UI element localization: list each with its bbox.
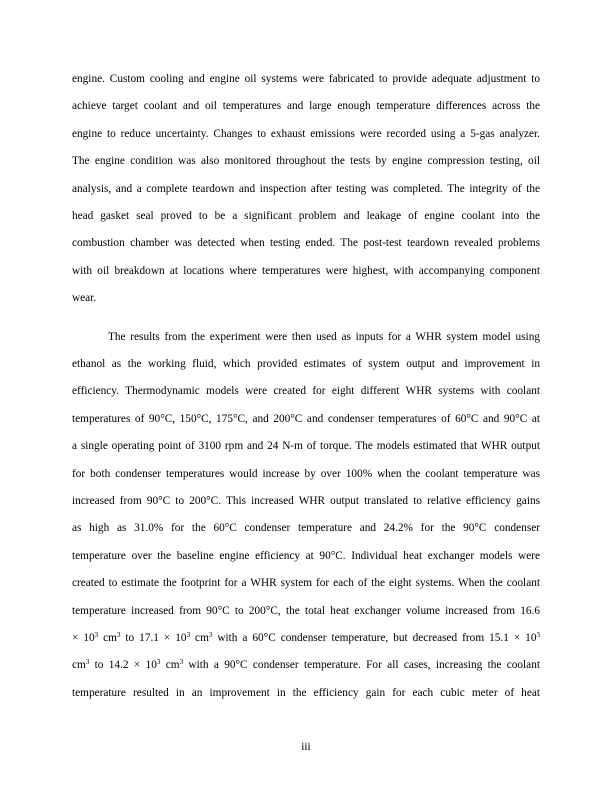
text-line: The engine condition was also monitored throughout the tests by engine compression testing, oil: [72, 155, 540, 168]
text-line: engine. Custom cooling and engine oil systems were fabricated to provide adequate adjustment to: [72, 73, 540, 85]
text-line: temperature resulted in an improvement in the efficiency gain for each cubic meter of heat: [72, 686, 540, 699]
text-line: ethanol as the working fluid, which provided estimates of system output and improvement in: [72, 358, 540, 371]
text-line: wear.: [72, 292, 97, 305]
text-line-with-superscripts: × $10^3$ $cm^3$ to $17.1 \times 10^3$ $cm^3$ with a 60°C condenser temperature, but decreased from $15.1 \times 10^3$: [72, 631, 540, 644]
text-line-with-superscripts: $cm^3$ to $14.2 \times 10^3$ $cm^3$ with a 90°C condenser temperature. For all cases, increasing the coolant: [72, 658, 540, 672]
text-line: with oil breakdown at locations where temperatures were highest, with accompanying component: [72, 264, 540, 277]
text-line: created to estimate the footprint for a WHR system for each of the eight systems. When the coolant: [72, 577, 540, 590]
text-line: a single operating point of 3100 rpm and 24 N-m of torque. The models estimated that WHR output: [72, 440, 540, 453]
text-line: for both condenser temperatures would increase by over 100% when the coolant temperature was: [72, 467, 540, 480]
text-line: temperature over the baseline engine efficiency at 90°C. Individual heat exchanger models were: [72, 549, 540, 562]
text-line: increased from 90°C to 200°C. This increased WHR output translated to relative efficiency gains: [72, 495, 540, 508]
text-line: temperature increased from 90°C to 200°C, the total heat exchanger volume increased from 16.6: [72, 604, 540, 617]
text-line: engine to reduce uncertainty. Changes to exhaust emissions were recorded using a 5-gas analyzer.: [72, 127, 540, 140]
text-line: analysis, and a complete teardown and inspection after testing was completed. The integrity of the: [72, 182, 540, 195]
page-body: [72, 66, 540, 707]
page-number: iii: [301, 741, 311, 753]
text-line: head gasket seal proved to be a significant problem and leakage of engine coolant into the: [72, 209, 540, 222]
text-line: temperatures of 90°C, 150°C, 175°C, and 200°C and condenser temperatures of 60°C and 90°C at: [72, 412, 540, 425]
paragraph-whr-model: [72, 324, 540, 707]
text-line: efficiency. Thermodynamic models were created for eight different WHR systems with coolant: [72, 385, 540, 398]
text-line: The results from the experiment were then used as inputs for a WHR system model using: [108, 330, 540, 343]
text-line: combustion chamber was detected when testing ended. The post-test teardown revealed problems: [72, 237, 540, 250]
text-line: achieve target coolant and oil temperatures and large enough temperature differences across the: [72, 100, 540, 113]
text-line: as high as 31.0% for the 60°C condenser temperature and 24.2% for the 90°C condenser: [72, 522, 540, 535]
paragraph-engine-testing: [72, 66, 540, 313]
